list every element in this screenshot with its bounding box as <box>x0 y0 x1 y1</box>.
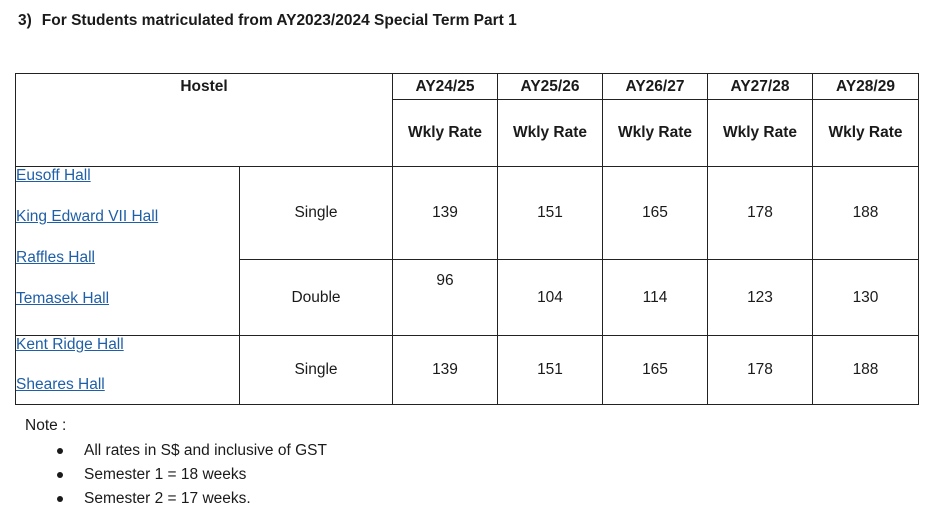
room-type: Single <box>240 167 393 260</box>
room-type: Double <box>240 260 393 336</box>
rate-header: Wkly Rate <box>813 100 919 167</box>
year-header: AY27/28 <box>708 74 813 100</box>
hall-link-eusoff[interactable]: Eusoff Hall <box>16 167 91 184</box>
note-item: Semester 2 = 17 weeks. <box>57 489 327 513</box>
rate-header: Wkly Rate <box>603 100 708 167</box>
rate-cell: 165 <box>603 167 708 260</box>
rate-cell: 139 <box>393 336 498 405</box>
section-title: For Students matriculated from AY2023/2024 Special Term Part 1 <box>41 12 517 29</box>
rate-cell: 151 <box>498 167 603 260</box>
header-row-years <box>16 74 919 100</box>
table-row <box>16 167 919 260</box>
note-list <box>57 441 327 513</box>
hall-link-sheares[interactable]: Sheares Hall <box>16 376 105 393</box>
section-heading <box>18 12 517 30</box>
rates-table <box>15 73 919 405</box>
rate-cell: 139 <box>393 167 498 260</box>
hall-link-temasek[interactable]: Temasek Hall <box>16 290 110 307</box>
year-header: AY24/25 <box>393 74 498 100</box>
rate-header: Wkly Rate <box>708 100 813 167</box>
rate-cell: 188 <box>813 167 919 260</box>
room-type: Single <box>240 336 393 405</box>
note-label: Note : <box>25 417 67 434</box>
section-number: 3) <box>18 12 32 29</box>
year-header: AY28/29 <box>813 74 919 100</box>
rate-cell: 123 <box>708 260 813 336</box>
note-item: All rates in S$ and inclusive of GST <box>57 441 327 465</box>
year-header: AY26/27 <box>603 74 708 100</box>
hall-list <box>16 167 240 336</box>
table-row <box>16 336 919 405</box>
rate-cell: 104 <box>498 260 603 336</box>
rate-header: Wkly Rate <box>498 100 603 167</box>
note-item: Semester 1 = 18 weeks <box>57 465 327 489</box>
rate-cell: 96 <box>393 260 498 336</box>
rate-cell: 188 <box>813 336 919 405</box>
hall-link-kent-ridge[interactable]: Kent Ridge Hall <box>16 336 124 353</box>
year-header: AY25/26 <box>498 74 603 100</box>
rate-cell: 178 <box>708 167 813 260</box>
hall-link-raffles[interactable]: Raffles Hall <box>16 249 95 266</box>
rate-header: Wkly Rate <box>393 100 498 167</box>
rate-cell: 165 <box>603 336 708 405</box>
hall-list <box>16 336 240 405</box>
hall-link-king-edward-vii[interactable]: King Edward VII Hall <box>16 208 159 225</box>
rate-cell: 130 <box>813 260 919 336</box>
rate-cell: 178 <box>708 336 813 405</box>
hostel-header: Hostel <box>16 74 393 167</box>
rate-cell: 151 <box>498 336 603 405</box>
rate-cell: 114 <box>603 260 708 336</box>
